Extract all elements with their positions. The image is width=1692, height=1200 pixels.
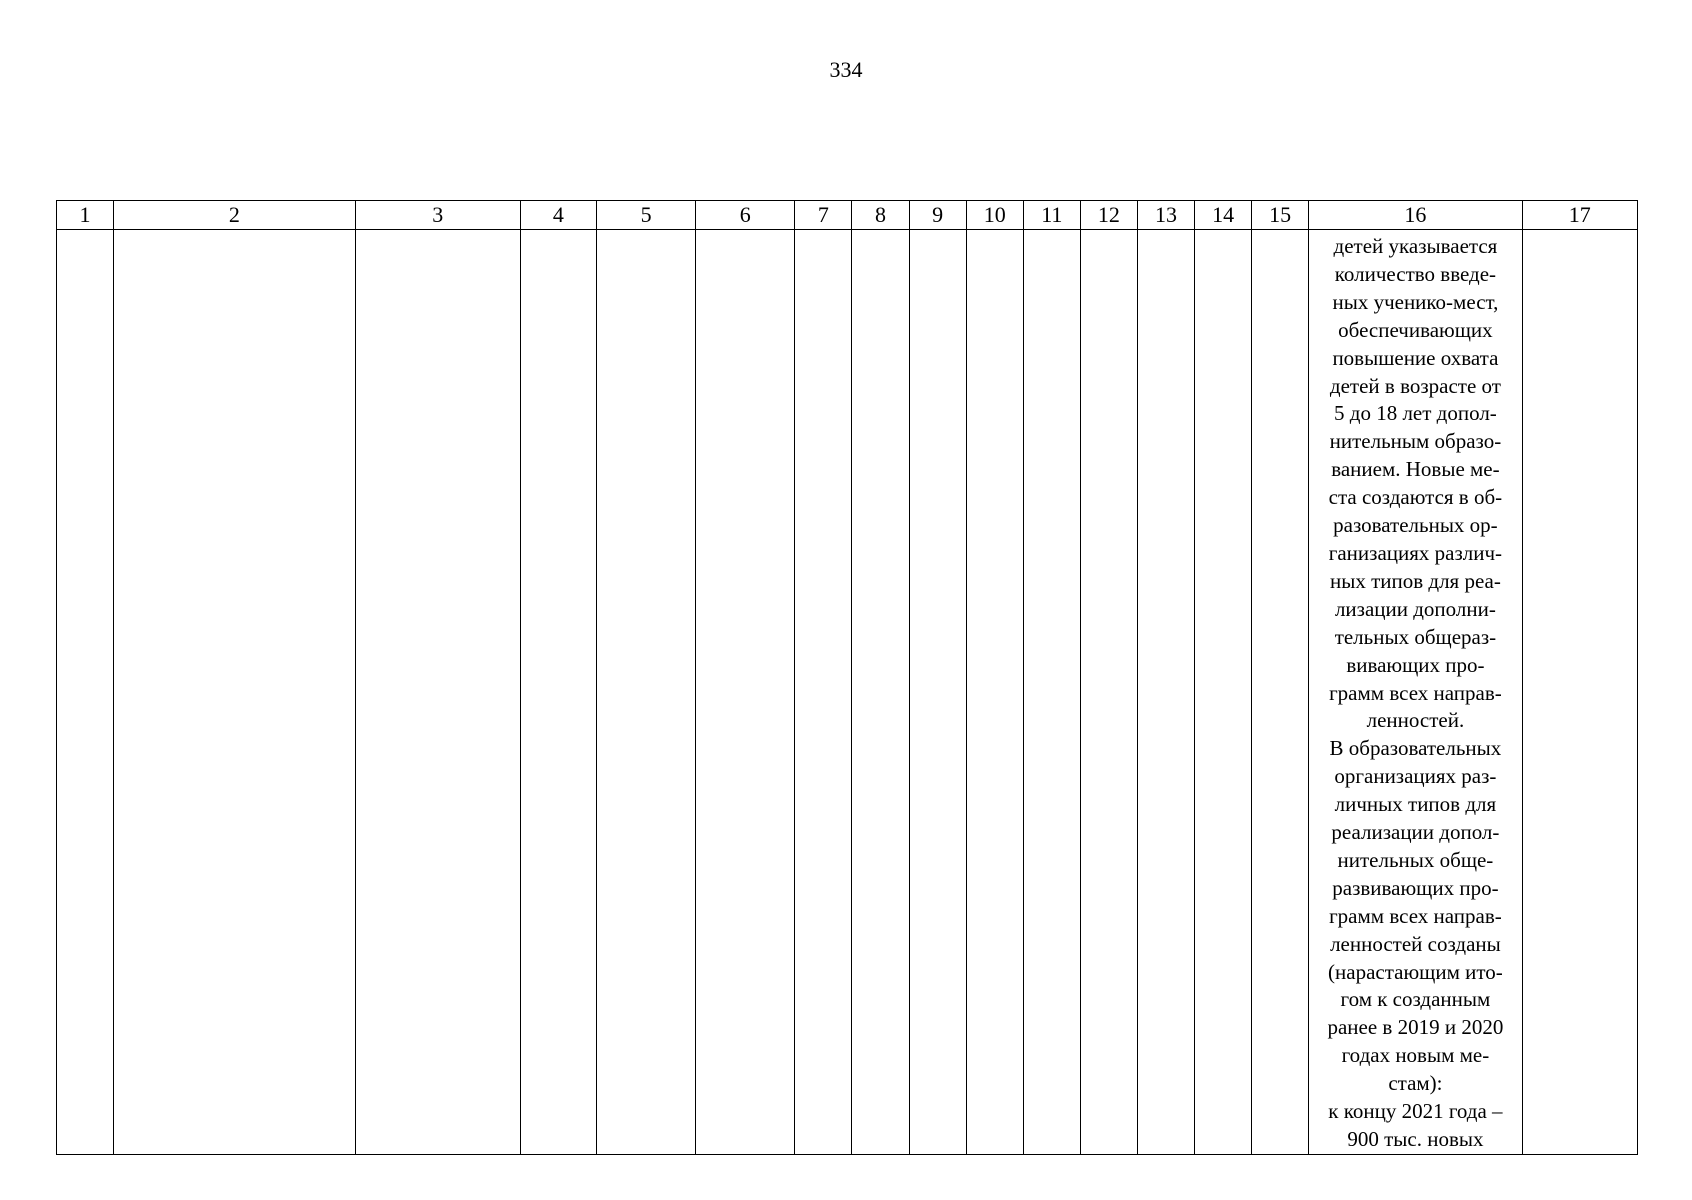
table-cell [966,230,1023,1155]
table-cell [597,230,696,1155]
table-cell [355,230,520,1155]
column-header: 1 [57,201,114,230]
table-cell [1023,230,1080,1155]
column-header: 12 [1080,201,1137,230]
data-table [56,200,1638,1155]
column-header: 9 [909,201,966,230]
table-cell [909,230,966,1155]
column-header: 11 [1023,201,1080,230]
header-row [57,201,1638,230]
column-header: 14 [1195,201,1252,230]
column-header: 3 [355,201,520,230]
column-header: 6 [696,201,795,230]
table-cell [1080,230,1137,1155]
col16-text: детей указывается количество введе- ных ученико-мест, обеспечивающих повышение охвата детей в возрасте от 5 до 18 лет допол- нительным образо- ванием. Новые ме- ста создаются в об- разовательных ор- ганизациях различ- ных типов для реа- лизации дополни- тельных общераз- вивающих про- грамм всех направ- ленностей. В образовательных организациях раз- личных типов для реализации допол- нительных обще- развивающих про- грамм всех направ- ленностей созданы (нарастающим ито- гом к созданным ранее в 2019 и 2020 годах новым ме- стам): к концу 2021 года – 900 тыс. новых [1327,234,1504,1151]
table-cell [795,230,852,1155]
column-header: 16 [1309,201,1522,230]
table-cell [1137,230,1194,1155]
column-header: 17 [1522,201,1637,230]
table-cell-col16 [1309,230,1522,1155]
table-cell [520,230,596,1155]
column-header: 13 [1137,201,1194,230]
table-cell [852,230,909,1155]
column-header: 5 [597,201,696,230]
column-header: 15 [1252,201,1309,230]
table-cell [696,230,795,1155]
column-header: 8 [852,201,909,230]
table-cell [1252,230,1309,1155]
column-header: 4 [520,201,596,230]
table-cell [1522,230,1637,1155]
page-number: 334 [829,57,863,82]
table-cell [57,230,114,1155]
column-header: 10 [966,201,1023,230]
table-cell [114,230,355,1155]
column-header: 2 [114,201,355,230]
table-cell [1195,230,1252,1155]
column-header: 7 [795,201,852,230]
table-row [57,230,1638,1155]
